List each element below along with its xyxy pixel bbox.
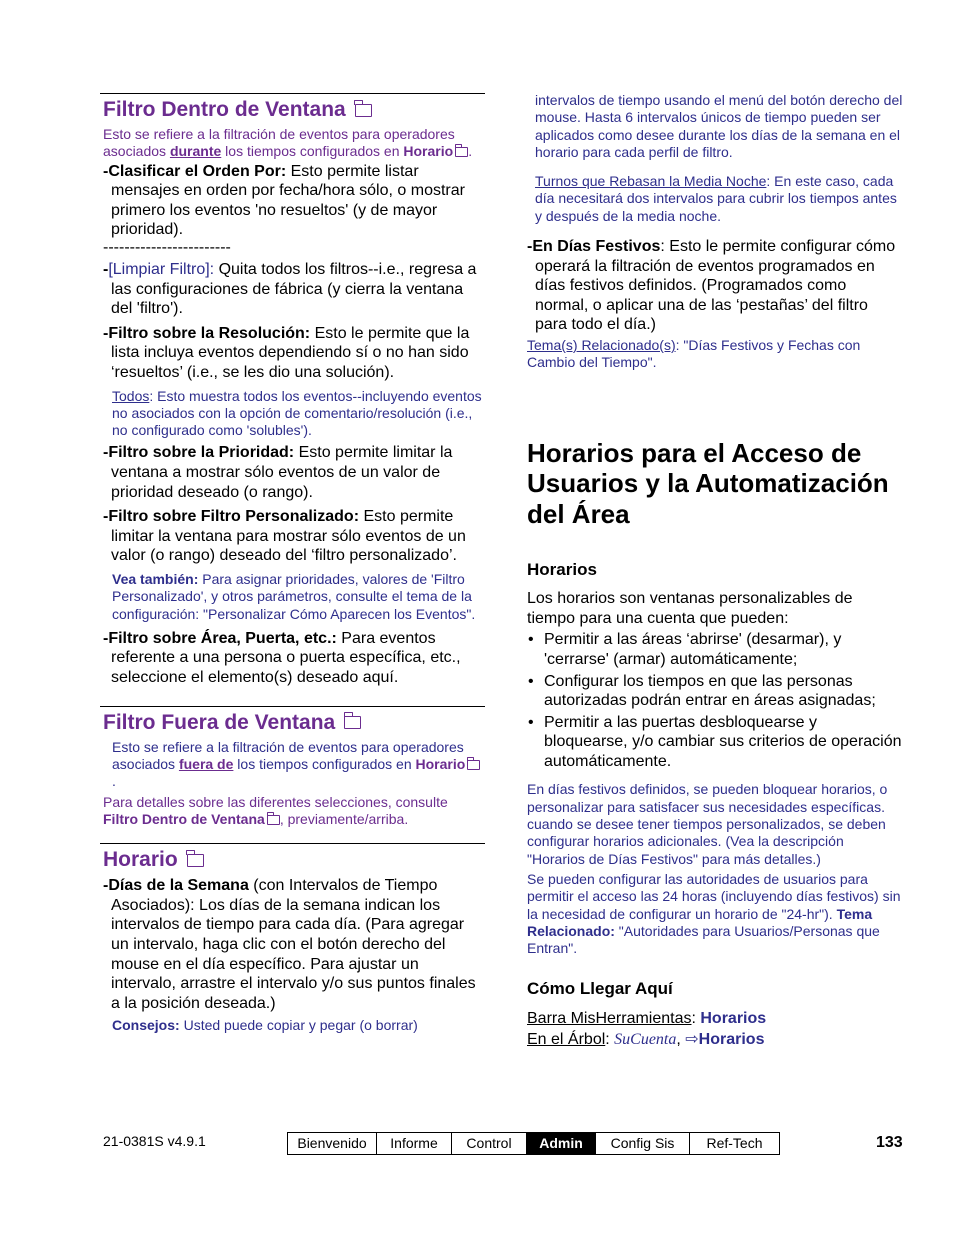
folder-icon [467, 760, 480, 770]
horarios-tree-link[interactable]: Horarios [698, 1031, 765, 1049]
nav-toolbar-line: Barra MisHerramientas: Horarios [527, 1010, 767, 1028]
link-fuera-de[interactable]: fuera de [178, 755, 234, 772]
section-title-text: Filtro Dentro de Ventana [103, 98, 346, 121]
section-title-filtro-dentro [103, 97, 483, 123]
section-rule [100, 843, 485, 844]
arrow-icon: ⇨ [685, 1031, 699, 1049]
filtro-dentro-ref[interactable]: Filtro Dentro de Ventana [103, 810, 265, 827]
item-personalizado: -Filtro sobre Filtro Personalizado: Esto permite limitar la ventana para mostrar sólo eventos de un valor (o rango) deseado del ‘filtro personalizado’. [103, 508, 466, 565]
list-item: • Permitir a las áreas ‘abrirse' (desarmar), y 'cerrarse' (armar) automáticamente; [527, 630, 903, 669]
subheading-como-llegar: Cómo Llegar Aquí [527, 979, 673, 999]
list-item: • Configurar los tiempos en que las personas autorizadas podrán entrar en áreas asignadas; [527, 672, 903, 711]
item-clasificar: -Clasificar el Orden Por: Esto permite listar mensajes en orden por fecha/hora sólo, o mostrar primero los eventos 'no resueltos' (y de mayor prioridad). [103, 162, 465, 239]
nav-tree-line: En el Árbol: SuCuenta, ⇨Horarios [527, 1031, 765, 1049]
horarios-toolbar-link[interactable]: Horarios [700, 1010, 767, 1028]
note-fuera-detalles: Para detalles sobre las diferentes selecciones, consulte Filtro Dentro de Ventana , previamente/arriba. [103, 793, 448, 827]
note-continued: intervalos de tiempo usando el menú del botón derecho del mouse. Hasta 6 intervalos únicos de tiempo pueden ser aplicados como desee durante los días de la semana en el horario para cada perfil de filtro. [535, 92, 903, 160]
item-dias-semana: -Días de la Semana (con Intervalos de Tiempo Asociados): Los días de la semana indican los intervalos de tiempo para cada día. (Para agregar un intervalo, haga clic con el botón derecho del mouse en el día específico. Para ajustar un intervalo, arrastre el intervalo y/o sus puntos finales a la posición deseada.) [103, 877, 476, 1012]
link-todos[interactable]: Todos [112, 387, 150, 404]
tab-bienvenido[interactable]: Bienvenido [288, 1133, 377, 1154]
folder-icon [267, 815, 280, 825]
folder-icon [355, 104, 372, 117]
link-turnos[interactable]: Turnos que Rebasan la Media Noche [535, 173, 767, 190]
note-vea-tambien: Vea también: Para asignar prioridades, valores de 'Filtro Personalizado', y otros parámetros, consulte el tema de la configuración: "Personalizar Cómo Aparecen los Eventos". [112, 570, 476, 622]
link-durante[interactable]: durante [169, 143, 222, 160]
tab-control[interactable]: Control [452, 1133, 527, 1154]
note-intro: Esto se refiere a la filtración de eventos para operadores asociados durante los tiempos configurados en Horario . [103, 126, 473, 160]
folder-icon [344, 716, 361, 729]
horario-ref[interactable]: Horario [403, 143, 454, 160]
document-id: 21-0381S v4.9.1 [103, 1133, 206, 1149]
horario-ref[interactable]: Horario [415, 755, 466, 772]
item-resolucion: -Filtro sobre la Resolución: Esto le permite que la lista incluya eventos dependiendo sí o no han sido ‘resueltos’ (i.e., se les dio una solución). [103, 324, 470, 381]
tab-admin[interactable]: Admin [527, 1133, 596, 1154]
subheading-horarios: Horarios [527, 560, 597, 580]
note-relacionado: Tema(s) Relacionado(s): "Días Festivos y Fechas con Cambio del Tiempo". [527, 337, 861, 371]
section-title-filtro-fuera: Filtro Fuera de Ventana [103, 710, 483, 736]
tab-config-sis[interactable]: Config Sis [596, 1133, 690, 1154]
page-footer [0, 1130, 954, 1160]
note-fuera-intro: Esto se refiere a la filtración de eventos para operadores asociados fuera de los tiempos configurados en Horario. [103, 739, 483, 791]
bullet-list [527, 630, 903, 771]
item-prioridad: -Filtro sobre la Prioridad: Esto permite limitar la ventana a mostrar sólo eventos de un valor de prioridad deseado (o rango). [103, 444, 453, 501]
intro-paragraph: Los horarios son ventanas personalizables de tiempo para una cuenta que pueden: [527, 590, 853, 627]
item-limpiar: -[Limpiar Filtro]: Quita todos los filtros--i.e., regresa a las configuraciones de fábrica (y cierra la ventana del 'filtro'). [103, 260, 477, 318]
folder-icon [455, 147, 468, 157]
tab-informe[interactable]: Informe [377, 1133, 452, 1154]
section-rule [100, 93, 485, 94]
section-title-horario: Horario [103, 847, 483, 873]
note-autoridades: Se pueden configurar las autoridades de usuarios para permitir el acceso las 24 horas (incluyendo días festivos) sin la necesidad de configurar un horario de "24-hr"). Tema Relacionado: "Autoridades para Usuarios/Personas que Entran". [527, 870, 901, 957]
page-number: 133 [876, 1134, 903, 1151]
item-dias-festivos: -En Días Festivos: Esto le permite configurar cómo operará la filtración de eventos programados en días festivos definidos. (Programados como normal, o aplicar una de las ‘pestañas’ del filtro para todo el día.) [527, 238, 896, 334]
note-consejos: Consejos: Usted puede copiar y pegar (o borrar) [112, 1017, 418, 1034]
limpiar-filtro-link[interactable]: [Limpiar Filtro]: [108, 260, 215, 278]
main-title: Horarios para el Acceso de Usuarios y la Automatización del Área [527, 437, 889, 529]
folder-icon [187, 854, 204, 867]
note-dias-festivos: En días festivos definidos, se pueden bloquear horarios, o personalizar para satisfacer sus necesidades específicas. cuando se desee tener tiempos personalizados, se deben configurar horarios adicionales. (Vea la descripción "Horarios de Días Festivos" para más detalles.) [527, 781, 888, 867]
left-column [103, 93, 483, 1035]
note-turnos: Turnos que Rebasan la Media Noche: En este caso, cada día necesitará dos intervalos para cubrir los tiempos antes y después de la media noche. [535, 173, 897, 224]
right-column [527, 92, 903, 1050]
separator-text: ------------------------ [103, 238, 231, 256]
item-area-puerta: -Filtro sobre Área, Puerta, etc.: Para eventos referente a una persona o puerta específica, etc., seleccione el elemento(s) deseado aquí. [103, 629, 461, 687]
sucuenta-text: SuCuenta [614, 1031, 677, 1049]
section-tabs [287, 1132, 780, 1155]
list-item: • Permitir a las puertas desbloquearse y bloquearse, y/o cambiar sus criterios de operación automáticamente. [527, 713, 903, 772]
note-todos: Todos: Esto muestra todos los eventos--incluyendo eventos no asociados con la opción de comentario/resolución (i.e., no configurado como 'solubles'). [112, 387, 482, 439]
section-rule [100, 706, 485, 707]
link-tema-relacionado[interactable]: Tema(s) Relacionado(s) [527, 337, 676, 354]
tab-ref-tech[interactable]: Ref-Tech [706, 1135, 763, 1151]
